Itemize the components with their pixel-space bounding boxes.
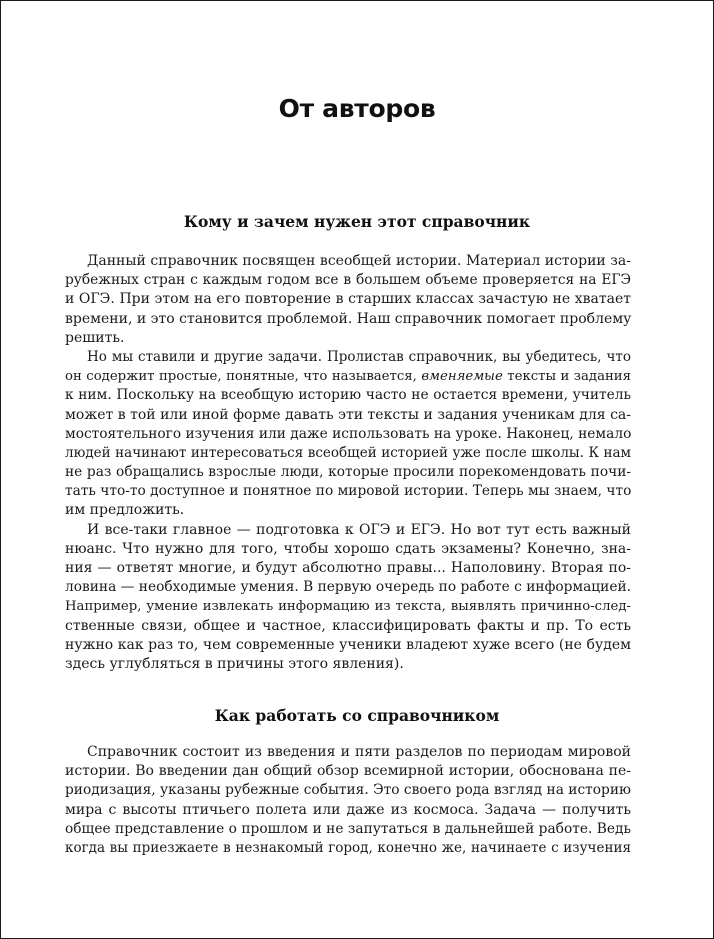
paragraph-line [65,367,631,386]
paragraph-line: нужно как раз то, чем современные ученики владеют хуже всего (не будем [65,636,631,653]
paragraph-line: ственные связи, общее и частное, классифицировать факты и пр. То есть [65,617,631,634]
section-purpose-body [65,252,631,674]
paragraph-line: рубежных стран с каждым годом все в большем объеме проверяется на ЕГЭ [65,272,631,289]
paragraph-line: Данный справочник посвящен всеобщей истории. Материал истории за- [87,253,631,269]
paragraph-line: к ним. Поскольку на всеобщую историю часто не остается времени, учитель [65,387,631,404]
paragraph-line: решить. [65,329,125,346]
paragraph-line: когда вы приезжаете в незнакомый город, конечно же, начинаете с изучения [65,839,631,856]
paragraph-line: риодизация, указаны рубежные события. Это своего рода взгляд на историю [65,782,631,799]
text-run: он содержит простые, понятные, что называется, [65,369,422,385]
section-heading-purpose: Кому и зачем нужен этот справочник [183,212,531,231]
paragraph-line: Например, умение извлекать информацию из текста, выявлять причинно-след- [65,599,631,615]
paragraph-line: не раз обращались взрослые люди, которые просили порекомендовать почи- [65,464,631,481]
paragraph-line: истории. Во введении дан общий обзор всемирной истории, обоснована пе- [65,763,631,780]
paragraph-line: мира с высоты птичьего полета или даже из космоса. Задача — получить [65,801,631,818]
paragraph-line: ния — ответят многие, и будут абсолютно правы... Наполовину. Вторая по- [65,560,631,576]
paragraph-line: им предложить. [65,502,185,519]
paragraph-line: И все-таки главное — подготовка к ОГЭ и ЕГЭ. Но вот тут есть важный [87,521,631,538]
paragraph-line: тать что-то доступное и понятное по мировой истории. Теперь мы знаем, что [65,483,632,500]
section-heading-usage: Как работать со справочником [214,706,500,725]
emphasis-text: вменяемые [421,369,503,385]
page-title: От авторов [278,94,436,123]
section-usage-body [65,743,631,858]
paragraph-line: и ОГЭ. При этом на его повторение в старших классах зачастую не хватает [65,291,631,308]
paragraph-line: ловина — необходимые умения. В первую очередь по работе с информацией. [65,579,631,596]
paragraph-line: нюанс. Что нужно для того, чтобы хорошо сдать экзамены? Конечно, зна- [65,540,631,557]
paragraph-line: Справочник состоит из введения и пяти разделов по периодам мировой [87,744,631,760]
paragraph-line: времени, и это становится проблемой. Наш справочник помогает проблему [65,310,632,327]
paragraph-line: общее представление о прошлом и не запутаться в дальнейшей работе. Ведь [65,820,631,837]
paragraph-line: Но мы ставили и другие задачи. Пролистав справочник, вы убедитесь, что [87,348,631,365]
paragraph-line: мостоятельного изучения или даже использовать на уроке. Наконец, немало [65,425,632,442]
paragraph-line: здесь углубляться в причины этого явления). [65,655,404,672]
paragraph-line: людей начинают интересоваться всеобщей историей уже после школы. К нам [65,444,631,461]
text-run: тексты и задания [502,369,631,385]
paragraph-line: может в той или иной форме давать эти тексты и задания ученикам для са- [65,406,631,423]
